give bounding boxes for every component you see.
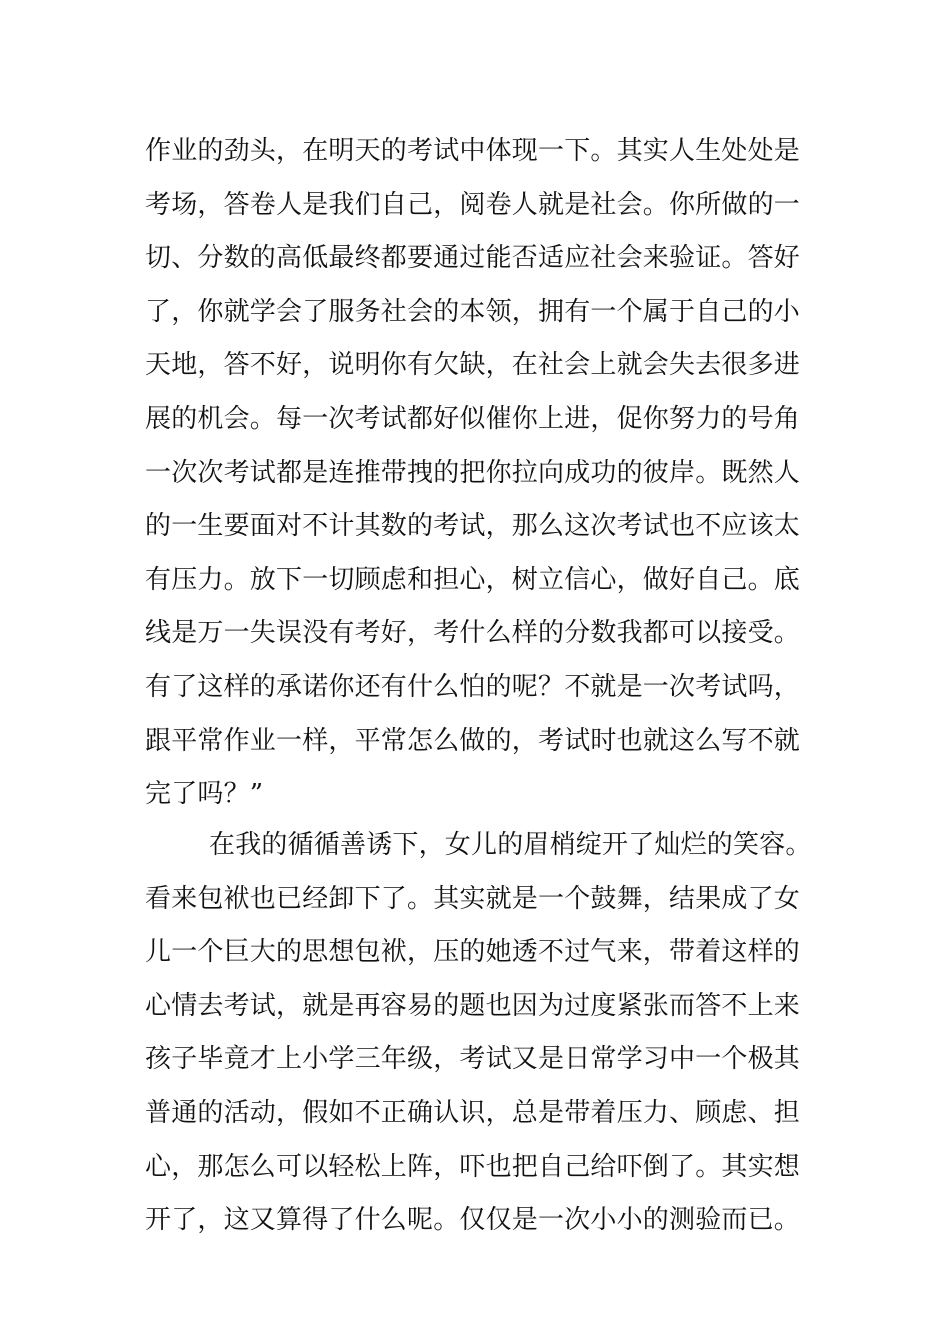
text-line: 作业的劲头，在明天的考试中体现一下。其实人生处处是 [145,136,801,166]
text-line: 考场，答卷人是我们自己，阅卷人就是社会。你所做的一 [145,189,801,220]
text-line: 线是万一失误没有考好，考什么样的分数我都可以接受。 [145,618,801,649]
text-line: 在我的循循善诱下，女儿的眉梢绽开了灿烂的笑容。 [209,830,812,860]
paragraph-1 [145,125,815,822]
text-line: 心，那怎么可以轻松上阵，吓也把自己给吓倒了。其实想 [145,1151,801,1182]
text-line: 看来包袱也已经卸下了。其实就是一个鼓舞，结果成了女 [145,883,801,914]
text-line: 有了这样的承诺你还有什么怕的呢？不就是一次考试吗， [145,671,801,702]
text-line: 开了，这又算得了什么呢。仅仅是一次小小的测验而已。 [145,1205,801,1236]
text-line: 天地，答不好，说明你有欠缺，在社会上就会失去很多进 [145,350,801,381]
text-line: 有压力。放下一切顾虑和担心，树立信心，做好自己。底 [145,564,801,595]
paragraph-2 [145,819,815,1248]
text-line: 孩子毕竟才上小学三年级，考试又是日常学习中一个极其 [145,1044,801,1075]
text-line: 切、分数的高低最终都要通过能否适应社会来验证。答好 [145,243,801,274]
text-line: 完了吗？” [145,779,264,810]
text-line: 的一生要面对不计其数的考试，那么这次考试也不应该太 [145,511,801,542]
text-line: 儿一个巨大的思想包袱，压的她透不过气来，带着这样的 [145,937,801,968]
text-line: 了，你就学会了服务社会的本领，拥有一个属于自己的小 [145,296,801,327]
text-line: 普通的活动，假如不正确认识，总是带着压力、顾虑、担 [145,1097,801,1128]
text-line: 展的机会。每一次考试都好似催你上进，促你努力的号角 [145,403,801,434]
text-line: 心情去考试，就是再容易的题也因为过度紧张而答不上来 [145,990,801,1021]
text-line: 一次次考试都是连推带拽的把你拉向成功的彼岸。既然人 [145,457,801,488]
text-line: 跟平常作业一样，平常怎么做的，考试时也就这么写不就 [145,725,801,756]
